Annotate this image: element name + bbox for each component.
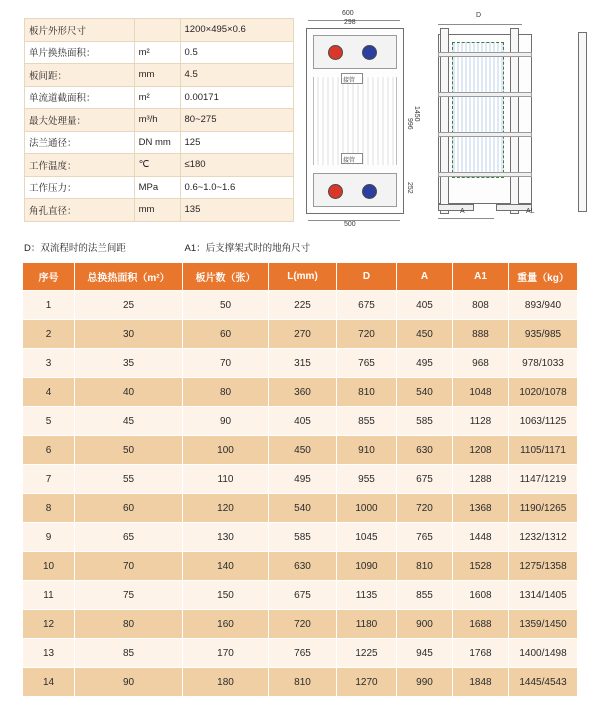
cell-plate-count: 110 — [183, 465, 269, 494]
cell-d: 1270 — [337, 668, 397, 697]
cell-index: 7 — [23, 465, 75, 494]
dim-label-side-al: AL — [526, 208, 535, 215]
side-view-drawing — [428, 28, 548, 214]
cell-plate-count: 150 — [183, 581, 269, 610]
cell-plate-count: 60 — [183, 320, 269, 349]
cell-total-area: 60 — [75, 494, 183, 523]
cell-total-area: 90 — [75, 668, 183, 697]
cell-a: 990 — [397, 668, 453, 697]
dim-label-front-width: 600 — [342, 10, 354, 17]
cell-a: 585 — [397, 407, 453, 436]
cell-total-area: 45 — [75, 407, 183, 436]
spec-unit: ℃ — [134, 154, 180, 177]
spec-row — [25, 19, 294, 42]
cell-plate-count: 120 — [183, 494, 269, 523]
cell-a1: 1288 — [453, 465, 509, 494]
table-row — [23, 320, 578, 349]
table-row — [23, 378, 578, 407]
cell-total-area: 85 — [75, 639, 183, 668]
cell-d: 675 — [337, 291, 397, 320]
dim-label-front-inner-height: 996 — [406, 118, 413, 130]
side-view-tie-bolt-1 — [438, 92, 532, 97]
port-hot-inlet-icon — [328, 45, 343, 60]
side-view-guide-bar-upper — [438, 52, 532, 57]
cell-total-area: 70 — [75, 552, 183, 581]
cell-d: 1135 — [337, 581, 397, 610]
cell-plate-count: 170 — [183, 639, 269, 668]
cell-a: 450 — [397, 320, 453, 349]
cell-total-area: 50 — [75, 436, 183, 465]
cell-weight: 1020/1078 — [509, 378, 578, 407]
spec-unit: m³/h — [134, 109, 180, 132]
cell-a1: 888 — [453, 320, 509, 349]
spec-label: 角孔直径： — [25, 199, 135, 222]
cell-a: 720 — [397, 494, 453, 523]
side-view-support-post — [578, 32, 587, 212]
cell-total-area: 75 — [75, 581, 183, 610]
cell-d: 955 — [337, 465, 397, 494]
spec-row — [25, 199, 294, 222]
cell-a1: 1208 — [453, 436, 509, 465]
spec-value: 4.5 — [180, 64, 293, 87]
cell-d: 1000 — [337, 494, 397, 523]
cell-plate-count: 50 — [183, 291, 269, 320]
cell-plate-count: 180 — [183, 668, 269, 697]
dim-label-front-total-height: 1450 — [413, 106, 420, 122]
col-header-weight: 重量（kg） — [509, 263, 578, 291]
model-dimension-table — [22, 262, 578, 697]
cell-a: 675 — [397, 465, 453, 494]
cell-plate-count: 130 — [183, 523, 269, 552]
port-cold-outlet-icon — [362, 45, 377, 60]
spec-label: 单流道截面积： — [25, 86, 135, 109]
spec-label: 工作温度： — [25, 154, 135, 177]
col-header-plate-count: 板片数（张） — [183, 263, 269, 291]
table-row — [23, 465, 578, 494]
spec-unit — [134, 19, 180, 42]
cell-l: 810 — [269, 668, 337, 697]
nozzle-bottom-label: 接管 — [343, 158, 356, 164]
cell-l: 765 — [269, 639, 337, 668]
cell-index: 5 — [23, 407, 75, 436]
col-header-total-area: 总换热面积（m²） — [75, 263, 183, 291]
spec-value: 80~275 — [180, 109, 293, 132]
col-header-index: 序号 — [23, 263, 75, 291]
cell-weight: 1400/1498 — [509, 639, 578, 668]
cell-l: 450 — [269, 436, 337, 465]
cell-weight: 1314/1405 — [509, 581, 578, 610]
spec-value: ≤180 — [180, 154, 293, 177]
table-row — [23, 581, 578, 610]
spec-value: 125 — [180, 131, 293, 154]
cell-l: 585 — [269, 523, 337, 552]
cell-l: 630 — [269, 552, 337, 581]
notes-block — [24, 240, 310, 254]
dim-label-front-port-offset: 252 — [406, 182, 413, 194]
spec-unit: m² — [134, 86, 180, 109]
spec-row — [25, 41, 294, 64]
spec-row — [25, 176, 294, 199]
spec-row — [25, 131, 294, 154]
spec-row — [25, 154, 294, 177]
cell-weight: 1359/1450 — [509, 610, 578, 639]
spec-label: 板片外形尺寸 — [25, 19, 135, 42]
front-view-top-panel — [313, 35, 397, 69]
cell-a: 495 — [397, 349, 453, 378]
cell-a1: 1528 — [453, 552, 509, 581]
cell-d: 1225 — [337, 639, 397, 668]
col-header-a: A — [397, 263, 453, 291]
cell-a: 630 — [397, 436, 453, 465]
cell-index: 3 — [23, 349, 75, 378]
cell-total-area: 80 — [75, 610, 183, 639]
cell-d: 910 — [337, 436, 397, 465]
dim-label-front-width-inner: 298 — [344, 19, 356, 26]
cell-index: 2 — [23, 320, 75, 349]
table-row — [23, 668, 578, 697]
spec-value: 1200×495×0.6 — [180, 19, 293, 42]
cell-d: 1045 — [337, 523, 397, 552]
spec-row — [25, 86, 294, 109]
cell-weight: 1190/1265 — [509, 494, 578, 523]
cell-a: 855 — [397, 581, 453, 610]
cell-index: 8 — [23, 494, 75, 523]
cell-a: 900 — [397, 610, 453, 639]
col-header-a1: A1 — [453, 263, 509, 291]
cell-a: 540 — [397, 378, 453, 407]
spec-value: 135 — [180, 199, 293, 222]
side-view-foot-left — [438, 204, 474, 211]
cell-d: 1090 — [337, 552, 397, 581]
cell-a: 810 — [397, 552, 453, 581]
cell-a: 765 — [397, 523, 453, 552]
side-view-guide-bar-lower — [438, 172, 532, 177]
cell-index: 6 — [23, 436, 75, 465]
cell-d: 720 — [337, 320, 397, 349]
col-header-l: L(mm) — [269, 263, 337, 291]
cell-a: 405 — [397, 291, 453, 320]
cell-l: 405 — [269, 407, 337, 436]
cell-plate-count: 70 — [183, 349, 269, 378]
col-header-d: D — [337, 263, 397, 291]
port-hot-outlet-icon — [362, 184, 377, 199]
front-view-drawing — [306, 28, 404, 214]
cell-l: 495 — [269, 465, 337, 494]
cell-total-area: 65 — [75, 523, 183, 552]
cell-plate-count: 80 — [183, 378, 269, 407]
cell-a: 945 — [397, 639, 453, 668]
cell-weight: 1275/1358 — [509, 552, 578, 581]
cell-plate-count: 160 — [183, 610, 269, 639]
spec-label: 单片换热面积： — [25, 41, 135, 64]
dim-label-front-base-width: 500 — [344, 221, 356, 228]
cell-total-area: 55 — [75, 465, 183, 494]
spec-label: 最大处理量： — [25, 109, 135, 132]
cell-weight: 1105/1171 — [509, 436, 578, 465]
cell-a1: 1368 — [453, 494, 509, 523]
cell-a1: 808 — [453, 291, 509, 320]
cell-weight: 1232/1312 — [509, 523, 578, 552]
cell-l: 315 — [269, 349, 337, 378]
table-row — [23, 610, 578, 639]
cell-total-area: 25 — [75, 291, 183, 320]
cell-d: 1180 — [337, 610, 397, 639]
spec-unit: m² — [134, 41, 180, 64]
cell-d: 810 — [337, 378, 397, 407]
cell-weight: 1147/1219 — [509, 465, 578, 494]
cell-total-area: 35 — [75, 349, 183, 378]
spec-unit: MPa — [134, 176, 180, 199]
spec-value: 0.00171 — [180, 86, 293, 109]
table-row — [23, 494, 578, 523]
spec-value: 0.5 — [180, 41, 293, 64]
cell-index: 9 — [23, 523, 75, 552]
table-header-row — [23, 263, 578, 291]
side-view-tie-bolt-2 — [438, 132, 532, 137]
side-view-plate-pack — [452, 42, 504, 178]
cell-weight: 935/985 — [509, 320, 578, 349]
table-row — [23, 552, 578, 581]
table-row — [23, 407, 578, 436]
spec-row — [25, 109, 294, 132]
dim-label-side-d: D — [476, 12, 482, 19]
table-row — [23, 639, 578, 668]
table-row — [23, 436, 578, 465]
cell-l: 360 — [269, 378, 337, 407]
cell-index: 4 — [23, 378, 75, 407]
dim-label-side-a: A — [460, 208, 465, 215]
cell-a1: 968 — [453, 349, 509, 378]
cell-l: 675 — [269, 581, 337, 610]
note-a1: A1：后支撑架式时的地角尺寸 — [184, 243, 311, 254]
cell-l: 720 — [269, 610, 337, 639]
technical-drawings — [300, 6, 596, 232]
cell-a1: 1128 — [453, 407, 509, 436]
cell-plate-count: 140 — [183, 552, 269, 581]
cell-d: 855 — [337, 407, 397, 436]
cell-index: 14 — [23, 668, 75, 697]
cell-a1: 1448 — [453, 523, 509, 552]
cell-index: 13 — [23, 639, 75, 668]
front-view-plate-pack — [313, 77, 397, 165]
spec-unit: DN mm — [134, 131, 180, 154]
cell-plate-count: 90 — [183, 407, 269, 436]
dim-line-side-d — [438, 24, 522, 25]
cell-index: 1 — [23, 291, 75, 320]
cell-plate-count: 100 — [183, 436, 269, 465]
cell-l: 270 — [269, 320, 337, 349]
cell-l: 225 — [269, 291, 337, 320]
cell-weight: 893/940 — [509, 291, 578, 320]
cell-d: 765 — [337, 349, 397, 378]
nozzle-top-label: 接管 — [343, 78, 356, 84]
table-row — [23, 291, 578, 320]
cell-a1: 1048 — [453, 378, 509, 407]
cell-weight: 1063/1125 — [509, 407, 578, 436]
cell-a1: 1848 — [453, 668, 509, 697]
cell-total-area: 40 — [75, 378, 183, 407]
cell-index: 11 — [23, 581, 75, 610]
spec-row — [25, 64, 294, 87]
spec-unit: mm — [134, 64, 180, 87]
spec-label: 板间距： — [25, 64, 135, 87]
cell-l: 540 — [269, 494, 337, 523]
note-d: D：双流程时的法兰间距 — [24, 243, 126, 254]
cell-weight: 978/1033 — [509, 349, 578, 378]
cell-a1: 1608 — [453, 581, 509, 610]
port-cold-inlet-icon — [328, 184, 343, 199]
cell-a1: 1688 — [453, 610, 509, 639]
cell-weight: 1445/4543 — [509, 668, 578, 697]
table-row — [23, 523, 578, 552]
front-view-bottom-panel — [313, 173, 397, 207]
spec-label: 工作压力： — [25, 176, 135, 199]
spec-unit: mm — [134, 199, 180, 222]
table-row — [23, 349, 578, 378]
dim-line-side-a — [438, 218, 494, 219]
cell-a1: 1768 — [453, 639, 509, 668]
cell-total-area: 30 — [75, 320, 183, 349]
spec-value: 0.6~1.0~1.6 — [180, 176, 293, 199]
cell-index: 10 — [23, 552, 75, 581]
spec-label: 法兰通径： — [25, 131, 135, 154]
cell-index: 12 — [23, 610, 75, 639]
specification-table — [24, 18, 294, 222]
